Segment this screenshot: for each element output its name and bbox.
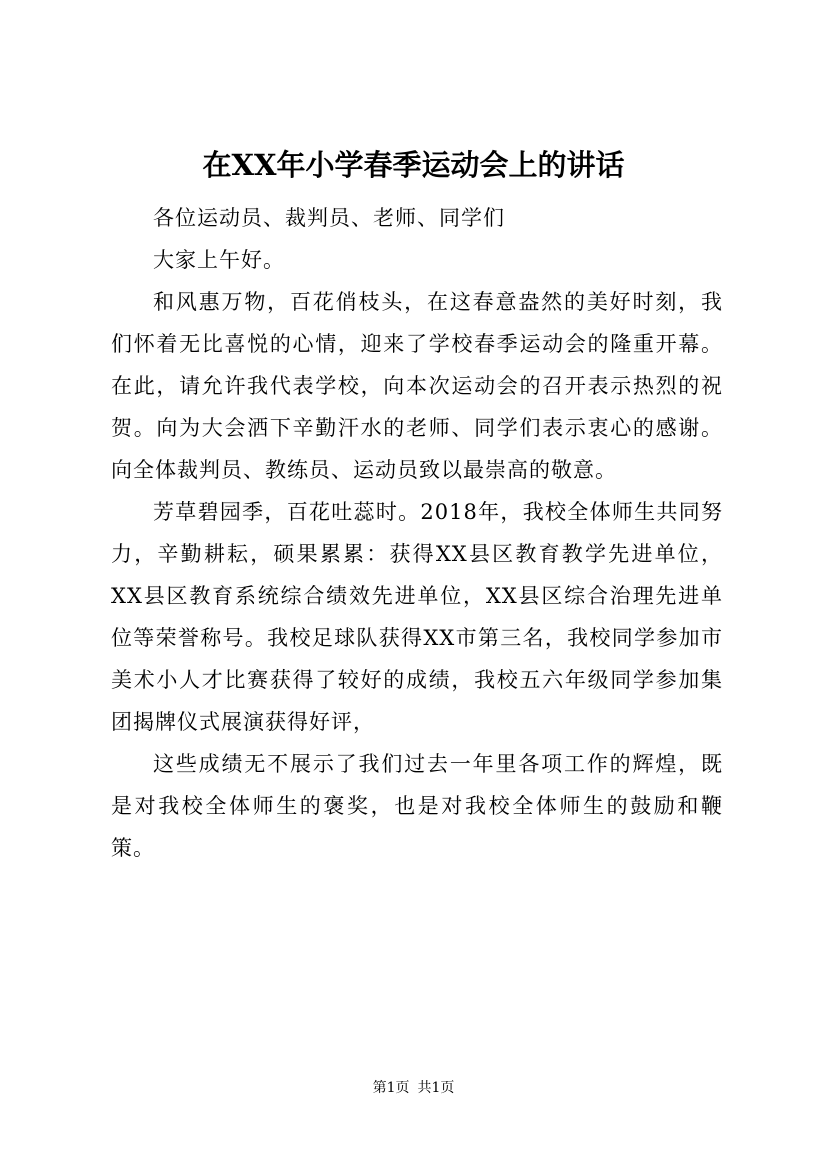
page-footer (0, 1078, 827, 1098)
document-title: 在XX年小学春季运动会上的讲话 (202, 148, 625, 182)
paragraph: 和风惠万物，百花俏枝头，在这春意盎然的美好时刻，我们怀着无比喜悦的心情，迎来了学校春季运动会的隆重开幕。在此，请允许我代表学校，向本次运动会的召开表示热烈的祝贺。向为大会洒下辛勤汗水的老师、同学们表示衷心的感谢。向全体裁判员、教练员、运动员致以最崇高的敬意。 (111, 290, 723, 482)
document-body (111, 197, 723, 869)
salutation: 各位运动员、裁判员、老师、同学们 (153, 206, 505, 230)
paragraph: 芳草碧园季，百花吐蕊时。2018年，我校全体师生共同努力，辛勤耕耘，硕果累累：获得XX县区教育教学先进单位，XX县区教育系统综合绩效先进单位，XX县区综合治理先进单位等荣誉称号。我校足球队获得XX市第三名，我校同学参加市美术小人才比赛获得了较好的成绩，我校五六年级同学参加集团揭牌仪式展演获得好评， (111, 500, 723, 734)
page-total: 共1页 (417, 1080, 455, 1096)
greeting: 大家上午好。 (153, 248, 285, 272)
paragraph: 这些成绩无不展示了我们过去一年里各项工作的辉煌，既是对我校全体师生的褒奖，也是对我校全体师生的鼓励和鞭策。 (111, 752, 723, 860)
page-number: 第1页 (372, 1080, 410, 1096)
